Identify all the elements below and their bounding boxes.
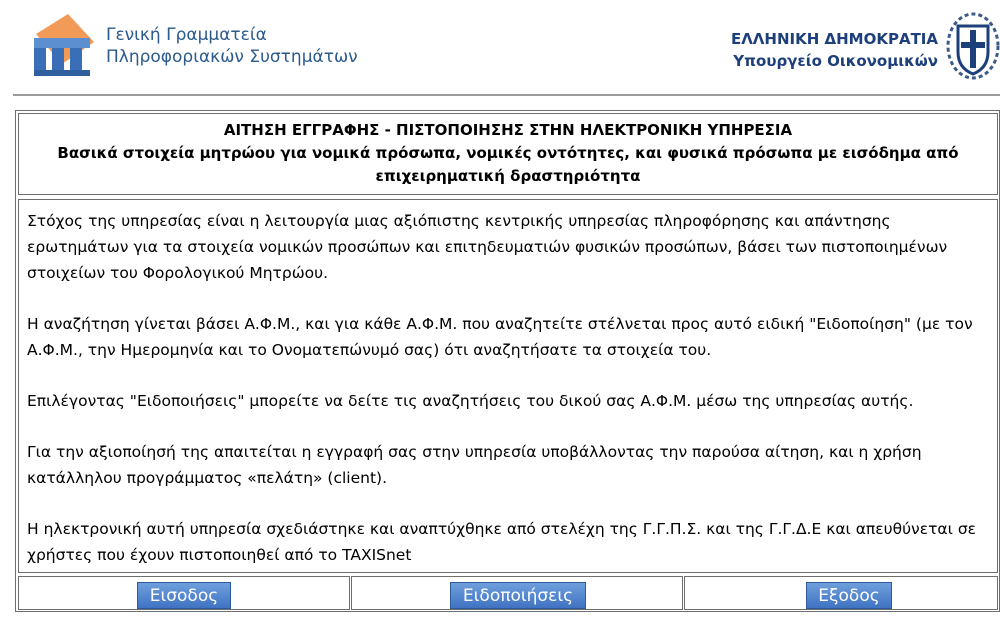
login-cell (18, 576, 350, 610)
gsis-line1: Γενική Γραμματεία (106, 25, 267, 45)
description-paragraph-4: Για την αξιοποίησή της απαιτείται η εγγραφή σας στην υπηρεσία υποβάλλοντας την παρούσα αίτηση, και η χρήση κατάλληλου προγράμματος «πελάτη» (client). (27, 443, 922, 487)
form-title (18, 113, 998, 195)
page-header (0, 0, 1000, 92)
description-panel (18, 199, 998, 573)
gsis-title (106, 24, 358, 68)
exit-button[interactable]: Εξοδος (806, 582, 892, 609)
gov-line2: Υπουργείο Οικονομικών (733, 52, 938, 70)
notifications-cell (351, 576, 683, 610)
gsis-logo-icon (28, 12, 96, 78)
login-button[interactable]: Εισοδος (137, 582, 231, 609)
greek-emblem-icon (946, 12, 1000, 80)
header-divider (13, 94, 1000, 96)
description-paragraph-2: Η αναζήτηση γίνεται βάσει Α.Φ.Μ., και για κάθε Α.Φ.Μ. που αναζητείτε στέλνεται προς αυτό ειδική "Ειδοποίηση" (με τον Α.Φ.Μ., την Ημερομηνία και το Ονοματεπώνυμό σας) ότι αναζητήσατε τα στοιχεία του. (27, 315, 973, 359)
description-paragraph-3: Επιλέγοντας "Ειδοποιήσεις" μπορείτε να δείτε τις αναζητήσεις του δικού σας Α.Φ.Μ. μέσω της υπηρεσίας αυτής. (27, 392, 914, 410)
description-paragraph-5: Η ηλεκτρονική αυτή υπηρεσία σχεδιάστηκε και αναπτύχθηκε από στελέχη της Γ.Γ.Π.Σ. και της Γ.Γ.Δ.Ε και απευθύνεται σε χρήστες που έχουν πιστοποιηθεί από το TAXISnet (27, 520, 977, 564)
description-paragraph-1: Στόχος της υπηρεσίας είναι η λειτουργία μιας αξιόπιστης κεντρικής υπηρεσίας πληροφόρησης και απάντησης ερωτημάτων για τα στοιχεία νομικών προσώπων και επιτηδευματιών φυσικών προσώπων, βάσει των πιστοποιημένων στοιχείων του Φορολογικού Μητρώου. (27, 212, 948, 282)
title-line3: επιχειρηματική δραστηριότητα (375, 167, 641, 185)
title-line2: Βασικά στοιχεία μητρώου για νομικά πρόσωπα, νομικές οντότητες, και φυσικά πρόσωπα με εισόδημα από (57, 144, 959, 162)
exit-cell (684, 576, 998, 610)
gsis-line2: Πληροφοριακών Συστημάτων (106, 47, 358, 67)
notifications-button[interactable]: Ειδοποιήσεις (450, 582, 586, 609)
government-title (731, 28, 938, 72)
gov-line1: ΕΛΛΗΝΙΚΗ ΔΗΜΟΚΡΑΤΙΑ (730, 30, 938, 48)
title-line1: ΑΙΤΗΣΗ ΕΓΓΡΑΦΗΣ - ΠΙΣΤΟΠΟΙΗΣΗΣ ΣΤΗΝ ΗΛΕΚΤΡΟΝΙΚΗ ΥΠΗΡΕΣΙΑ (223, 121, 793, 139)
